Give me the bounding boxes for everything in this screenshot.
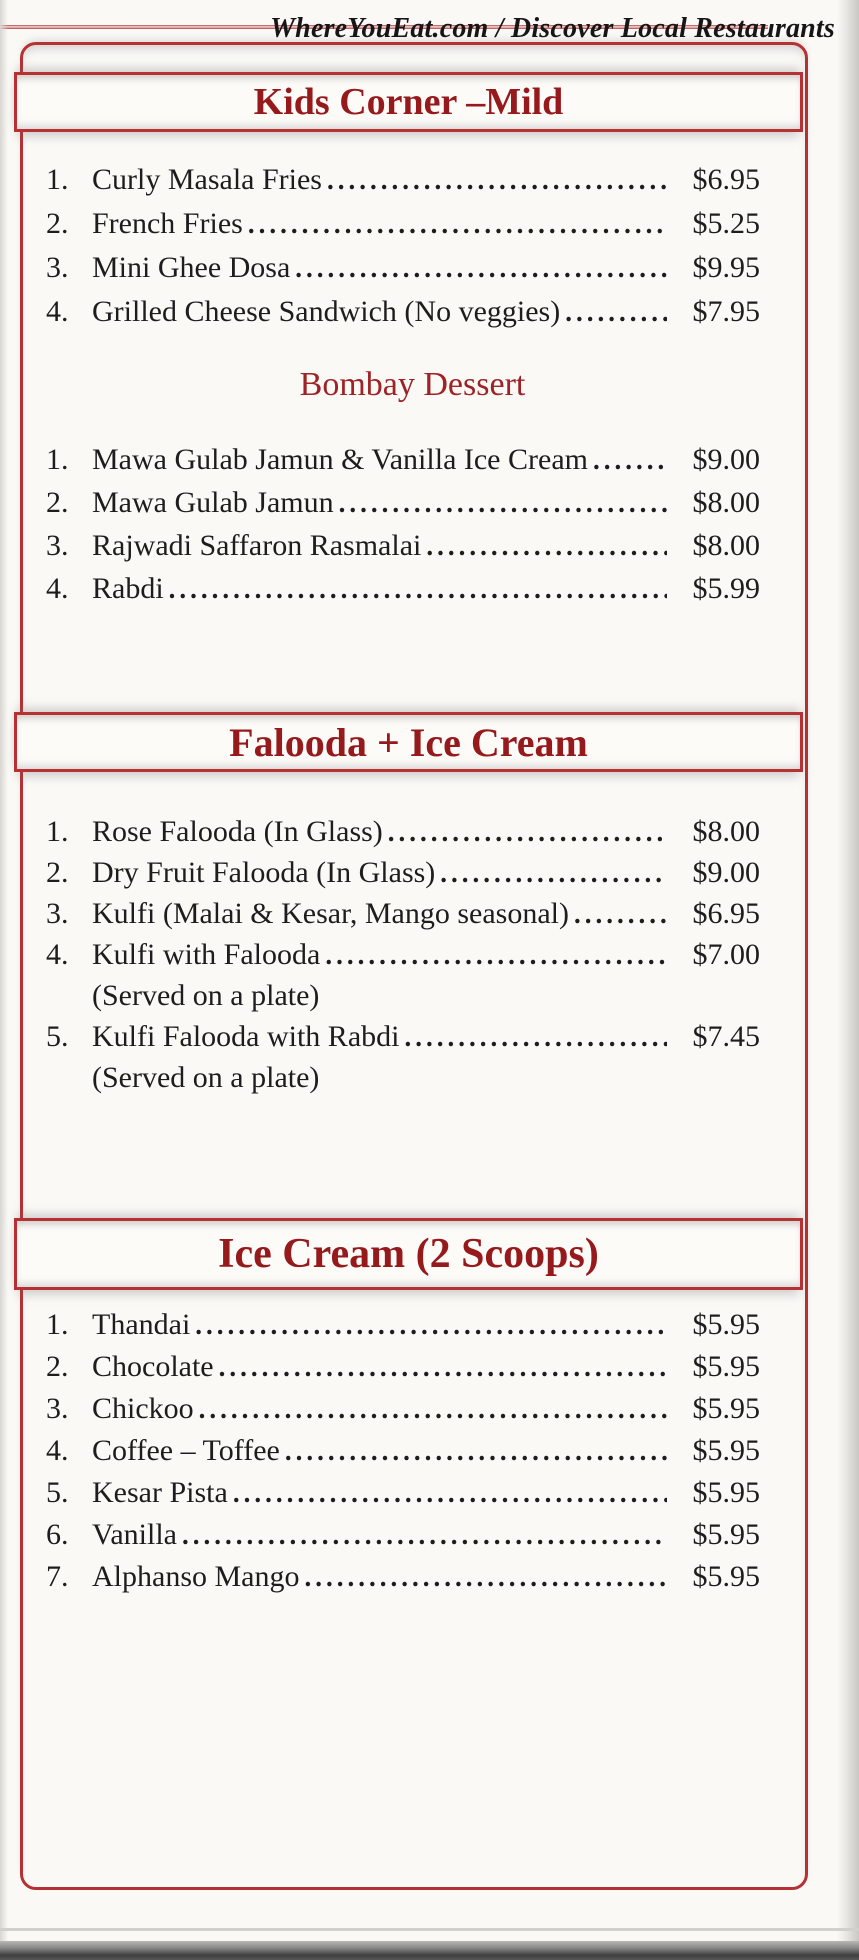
item-price: $7.95 xyxy=(692,295,760,328)
item-name: Dry Fruit Falooda (In Glass) xyxy=(92,856,436,889)
item-price: $9.00 xyxy=(692,856,760,889)
dot-leader xyxy=(248,202,667,246)
dot-leader xyxy=(565,290,667,334)
dot-leader xyxy=(426,524,667,568)
item-price: $5.25 xyxy=(692,207,760,240)
item-name: Mini Ghee Dosa xyxy=(92,251,291,284)
site-banner: WhereYouEat.com / Discover Local Restaurants xyxy=(270,13,835,44)
menu-item-row xyxy=(46,1472,760,1514)
section-header-kids-corner xyxy=(14,72,803,132)
dot-leader xyxy=(182,1514,667,1556)
item-name: Mawa Gulab Jamun xyxy=(92,486,334,519)
item-name: Rabdi xyxy=(92,572,164,605)
dot-leader xyxy=(169,567,667,611)
item-name: Coffee – Toffee xyxy=(92,1434,280,1467)
item-number: 1. xyxy=(46,815,69,848)
item-number: 1. xyxy=(46,1308,69,1341)
falooda-ice-cream-item-list xyxy=(46,811,760,1098)
dot-leader xyxy=(195,1304,667,1346)
item-price: $5.95 xyxy=(692,1308,760,1341)
dot-leader xyxy=(327,158,667,202)
item-number: 7. xyxy=(46,1560,69,1593)
dot-leader xyxy=(404,1016,667,1058)
bombay-dessert-item-list xyxy=(46,438,760,610)
item-price: $5.95 xyxy=(692,1560,760,1593)
item-price: $6.95 xyxy=(692,163,760,196)
kids-corner-item-list xyxy=(46,158,760,334)
item-price: $6.95 xyxy=(692,897,760,930)
item-note: (Served on a plate) xyxy=(92,979,320,1012)
item-price: $5.95 xyxy=(692,1350,760,1383)
menu-item-row xyxy=(46,246,760,290)
item-name: Kulfi (Malai & Kesar, Mango seasonal) xyxy=(92,897,569,930)
menu-item-row xyxy=(46,934,760,975)
paper-left-edge xyxy=(0,0,8,1960)
dot-leader xyxy=(233,1472,667,1514)
menu-item-row xyxy=(46,438,760,481)
item-price: $5.95 xyxy=(692,1476,760,1509)
paper-torn-right-edge xyxy=(837,0,859,1960)
menu-item-row xyxy=(46,893,760,934)
menu-item-row xyxy=(46,202,760,246)
dot-leader xyxy=(304,1556,667,1598)
item-number: 3. xyxy=(46,1392,69,1425)
item-price: $5.99 xyxy=(692,572,760,605)
item-price: $8.00 xyxy=(692,486,760,519)
dot-leader xyxy=(325,934,667,976)
menu-item-row xyxy=(46,1304,760,1346)
item-price: $5.95 xyxy=(692,1518,760,1551)
item-name: Grilled Cheese Sandwich (No veggies) xyxy=(92,295,561,328)
menu-item-row xyxy=(46,1430,760,1472)
section-title: Falooda + Ice Cream xyxy=(229,719,588,765)
item-name: Kesar Pista xyxy=(92,1476,228,1509)
item-price: $8.00 xyxy=(692,529,760,562)
menu-item-row xyxy=(46,158,760,202)
item-name: Vanilla xyxy=(92,1518,177,1551)
item-name: Alphanso Mango xyxy=(92,1560,300,1593)
menu-item-row xyxy=(46,1346,760,1388)
item-price: $8.00 xyxy=(692,815,760,848)
dot-leader xyxy=(199,1388,667,1430)
menu-item-row xyxy=(46,1556,760,1598)
section-title-bombay-dessert: Bombay Dessert xyxy=(299,366,526,403)
item-name: Mawa Gulab Jamun & Vanilla Ice Cream xyxy=(92,443,588,476)
item-name: Chocolate xyxy=(92,1350,214,1383)
dot-leader xyxy=(339,481,667,525)
item-number: 1. xyxy=(46,443,69,476)
item-note: (Served on a plate) xyxy=(92,1061,320,1094)
dot-leader xyxy=(593,438,667,482)
menu-item-row xyxy=(46,1514,760,1556)
section-header-falooda-ice-cream xyxy=(14,712,803,772)
item-number: 2. xyxy=(46,207,69,240)
menu-item-row xyxy=(46,1388,760,1430)
item-number: 2. xyxy=(46,486,69,519)
dot-leader xyxy=(574,893,667,935)
item-number: 4. xyxy=(46,1434,69,1467)
item-number: 4. xyxy=(46,572,69,605)
item-number: 3. xyxy=(46,529,69,562)
menu-item-row xyxy=(46,1016,760,1057)
item-number: 5. xyxy=(46,1020,69,1053)
item-price: $9.95 xyxy=(692,251,760,284)
scan-bottom-edge xyxy=(0,1941,859,1960)
item-name: Rajwadi Saffaron Rasmalai xyxy=(92,529,422,562)
item-name: Curly Masala Fries xyxy=(92,163,322,196)
item-number: 3. xyxy=(46,251,69,284)
item-name: Chickoo xyxy=(92,1392,194,1425)
item-name: French Fries xyxy=(92,207,243,240)
item-name: Kulfi Falooda with Rabdi xyxy=(92,1020,400,1053)
item-name: Rose Falooda (In Glass) xyxy=(92,815,383,848)
item-number: 2. xyxy=(46,1350,69,1383)
item-price: $7.00 xyxy=(692,938,760,971)
item-number: 5. xyxy=(46,1476,69,1509)
item-number: 1. xyxy=(46,163,69,196)
dot-leader xyxy=(219,1346,667,1388)
item-number: 6. xyxy=(46,1518,69,1551)
menu-item-row xyxy=(46,567,760,610)
menu-item-row xyxy=(46,290,760,334)
item-price: $7.45 xyxy=(692,1020,760,1053)
item-name: Thandai xyxy=(92,1308,191,1341)
item-price: $5.95 xyxy=(692,1434,760,1467)
section-title: Kids Corner –Mild xyxy=(253,81,564,123)
dot-leader xyxy=(295,246,667,290)
menu-item-row xyxy=(46,811,760,852)
item-price: $5.95 xyxy=(692,1392,760,1425)
ice-cream-item-list xyxy=(46,1304,760,1598)
item-price: $9.00 xyxy=(692,443,760,476)
section-header-ice-cream-2-scoops xyxy=(14,1218,803,1290)
item-number: 4. xyxy=(46,938,69,971)
paper-fold-line xyxy=(0,1928,859,1931)
dot-leader xyxy=(388,811,667,853)
item-number: 2. xyxy=(46,856,69,889)
section-title: Ice Cream (2 Scoops) xyxy=(218,1231,599,1277)
dot-leader xyxy=(285,1430,667,1472)
menu-item-row xyxy=(46,852,760,893)
item-number: 4. xyxy=(46,295,69,328)
menu-item-row xyxy=(46,481,760,524)
item-name: Kulfi with Falooda xyxy=(92,938,321,971)
item-number: 3. xyxy=(46,897,69,930)
menu-item-row xyxy=(46,524,760,567)
dot-leader xyxy=(440,852,667,894)
